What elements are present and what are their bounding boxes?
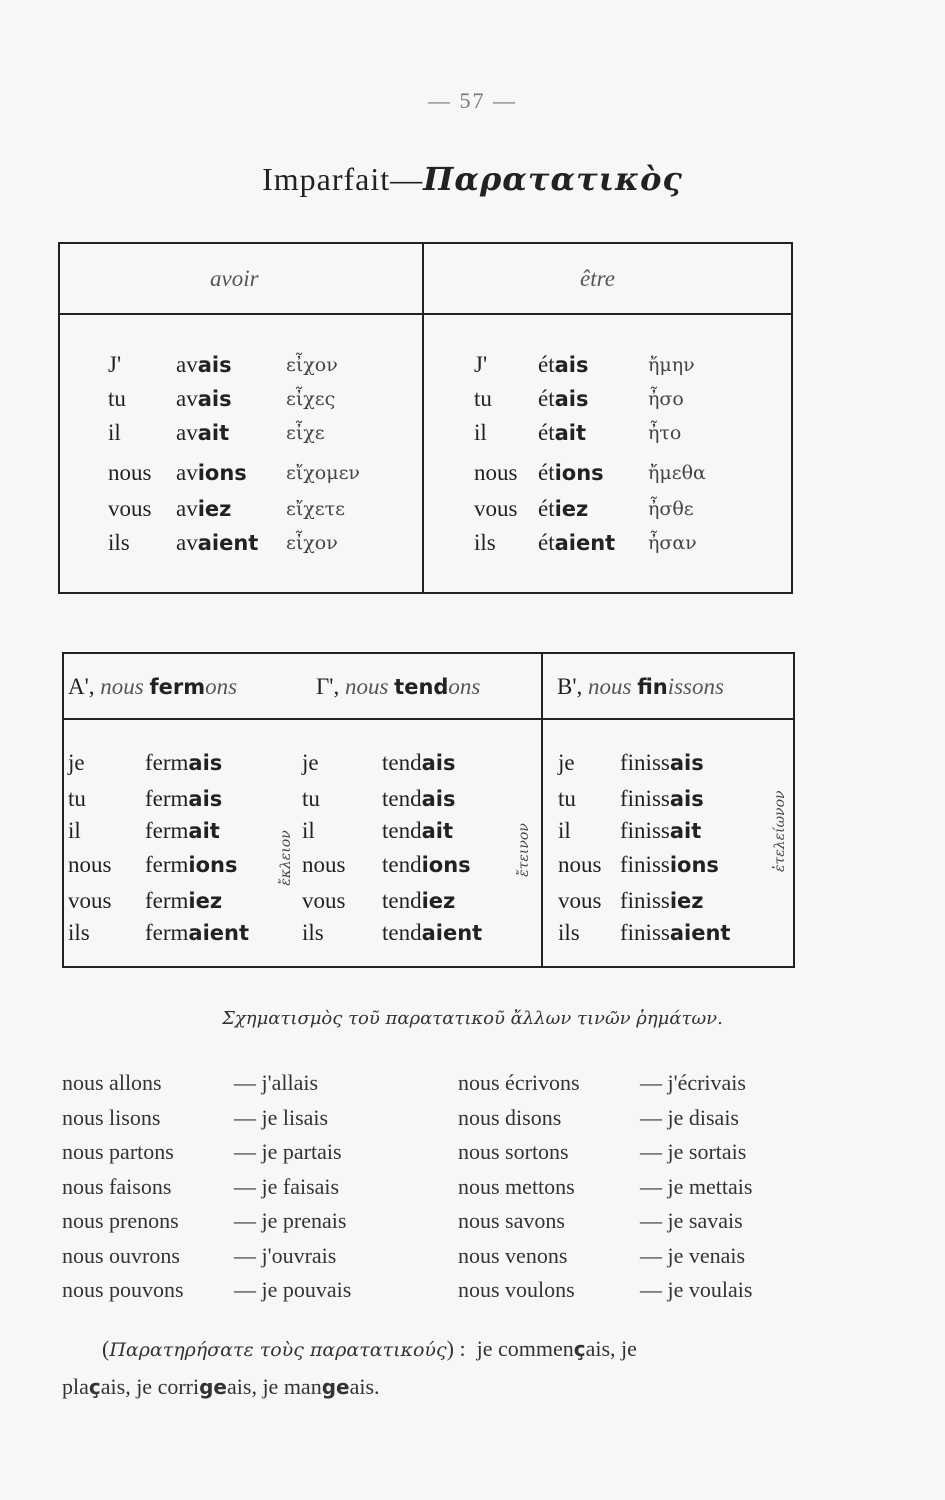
pronoun: je: [558, 750, 575, 775]
verb-form: [176, 460, 247, 486]
pronoun: tu: [68, 786, 86, 811]
greek-translation: εἶχον: [286, 532, 338, 554]
pair-imparfait-form: — je venais: [640, 1242, 746, 1268]
pair-nous-form: nous ouvrons: [62, 1242, 180, 1268]
verb-form: [382, 818, 453, 844]
note-line-2: plaçais, je corrigeais, je mangeais.: [62, 1374, 380, 1399]
verb-stem: av: [176, 496, 198, 521]
greek-translation: εἶχες: [286, 388, 336, 410]
verb-stem: ét: [538, 530, 555, 555]
pair-nous-form: nous savons: [458, 1208, 565, 1233]
verb-form: [176, 420, 229, 446]
verb-ending: aient: [197, 531, 259, 555]
verb-stem: ferm: [145, 920, 189, 945]
pronoun: vous: [108, 496, 152, 521]
side-label-ekleion: ἔκλειον: [278, 830, 294, 886]
pair-nous-form: nous sortons: [458, 1139, 569, 1164]
verb-ending: ions: [421, 853, 471, 877]
verb-ending: ions: [669, 853, 719, 877]
table1-header-rule: [58, 313, 793, 315]
pair-nous-form: nous allons: [62, 1070, 162, 1095]
verb-ending: ait: [197, 421, 230, 445]
verb-ending: ions: [197, 461, 247, 485]
verb-form: [145, 750, 222, 776]
verb-form: [620, 888, 704, 914]
pair-nous-form: nous venons: [458, 1242, 568, 1268]
verb-ending: aient: [188, 921, 250, 945]
pair-imparfait-form: — je savais: [640, 1208, 743, 1233]
side-label-eteleionon: ἐτελείωνον: [772, 790, 788, 872]
pair-imparfait-form: — je mettais: [640, 1173, 753, 1199]
page-number: — 57 —: [428, 88, 517, 113]
table1-divider: [422, 242, 424, 594]
pronoun: ils: [68, 920, 90, 945]
pronoun: vous: [302, 888, 346, 913]
title-greek: Παρατατικὸς: [423, 160, 683, 198]
header-finir: B', nous finissons: [557, 674, 724, 699]
verb-ending: iez: [554, 497, 589, 521]
verb-stem: tend: [382, 920, 422, 945]
verb-ending: ait: [554, 421, 587, 445]
greek-translation: ἦσθε: [648, 498, 694, 520]
verb-form: [176, 352, 232, 378]
verb-ending: iez: [188, 889, 223, 913]
pronoun: tu: [474, 386, 492, 411]
verb-ending: ait: [669, 819, 702, 843]
verb-form: [382, 750, 455, 776]
pair-imparfait-form: — je pouvais: [234, 1277, 352, 1302]
verb-stem: tend: [382, 786, 422, 811]
greek-translation: εἴχομεν: [286, 462, 360, 484]
verb-form: [620, 750, 704, 776]
verb-ending: ait: [188, 819, 220, 843]
pronoun: il: [108, 420, 121, 445]
verb-stem: finiss: [620, 818, 670, 843]
pronoun: ils: [108, 530, 130, 555]
pair-imparfait-form: — je voulais: [640, 1277, 753, 1302]
pair-nous-form: nous prenons: [62, 1208, 179, 1233]
pair-imparfait-form: — j'allais: [234, 1070, 319, 1095]
verb-ending: ais: [188, 751, 223, 775]
verb-stem: av: [176, 530, 198, 555]
verb-ending: ais: [197, 387, 232, 411]
verb-stem: av: [176, 460, 198, 485]
verb-form: [538, 352, 588, 378]
verb-form: [538, 530, 615, 556]
verb-stem: ferm: [145, 750, 189, 775]
pronoun: il: [302, 818, 315, 843]
pair-imparfait-form: — j'ouvrais: [234, 1242, 337, 1268]
pair-nous-form: nous partons: [62, 1139, 174, 1164]
verb-ending: ait: [421, 819, 454, 843]
pair-imparfait-form: — je disais: [640, 1104, 739, 1130]
verb-stem: av: [176, 420, 198, 445]
pronoun: vous: [474, 496, 518, 521]
verb-form: [538, 460, 604, 486]
verb-stem: ét: [538, 496, 555, 521]
pronoun: nous: [68, 852, 112, 877]
pronoun: tu: [558, 786, 576, 811]
header-etre: être: [580, 266, 615, 291]
pronoun: vous: [68, 888, 112, 913]
note-line-1: (Παρατηρήσατε τοὺς παρατατικούς) : je commençais, je: [102, 1336, 637, 1361]
verb-form: [145, 818, 220, 844]
verb-stem: tend: [382, 750, 422, 775]
verb-ending: ions: [188, 853, 238, 877]
header-avoir: avoir: [210, 266, 259, 291]
verb-form: [176, 386, 232, 412]
verb-ending: ais: [669, 751, 704, 775]
verb-ending: aient: [421, 921, 483, 945]
pronoun: il: [474, 420, 487, 445]
verb-ending: ais: [554, 353, 589, 377]
greek-translation: εἶχον: [286, 354, 338, 376]
verb-ending: ais: [421, 787, 456, 811]
greek-translation: ἦσο: [648, 388, 684, 410]
verb-ending: aient: [669, 921, 731, 945]
verb-stem: ét: [538, 420, 555, 445]
verb-form: [620, 852, 719, 878]
verb-ending: iez: [421, 889, 456, 913]
pair-imparfait-form: — je partais: [234, 1139, 342, 1164]
verb-form: [382, 888, 455, 914]
pronoun: nous: [558, 852, 602, 877]
verb-form: [382, 786, 455, 812]
verb-form: [176, 530, 258, 556]
verb-stem: av: [176, 352, 198, 377]
pair-nous-form: nous mettons: [458, 1173, 575, 1199]
verb-form: [176, 496, 231, 522]
pair-nous-form: nous lisons: [62, 1104, 161, 1130]
pronoun: tu: [108, 386, 126, 411]
header-fermer: A', nous fermons: [68, 674, 238, 699]
verb-stem: tend: [382, 888, 422, 913]
verb-ending: ais: [669, 787, 704, 811]
verb-stem: finiss: [620, 920, 670, 945]
pair-nous-form: nous disons: [458, 1104, 562, 1130]
side-label-eteinon: ἔτεινον: [516, 823, 532, 877]
verb-stem: tend: [382, 818, 422, 843]
verb-ending: ais: [554, 387, 589, 411]
verb-stem: finiss: [620, 852, 670, 877]
verb-stem: ferm: [145, 852, 189, 877]
pair-imparfait-form: — je prenais: [234, 1208, 347, 1233]
verb-ending: ais: [188, 787, 223, 811]
verb-ending: iez: [197, 497, 232, 521]
pronoun: je: [302, 750, 319, 775]
verb-form: [620, 786, 704, 812]
table2-divider: [541, 652, 543, 968]
verb-form: [620, 818, 701, 844]
verb-form: [145, 786, 222, 812]
verb-stem: tend: [382, 852, 422, 877]
verb-stem: ét: [538, 352, 555, 377]
pair-imparfait-form: — je sortais: [640, 1139, 747, 1164]
pair-nous-form: nous voulons: [458, 1277, 575, 1302]
caption: Σχηματισμὸς τοῦ παρατατικοῦ ἄλλων τινῶν ῥημάτων.: [222, 1008, 723, 1029]
verb-form: [382, 920, 482, 946]
pronoun: ils: [302, 920, 324, 945]
verb-stem: finiss: [620, 786, 670, 811]
verb-form: [145, 852, 238, 878]
verb-form: [538, 386, 588, 412]
verb-ending: aient: [554, 531, 616, 555]
greek-translation: ἤμεθα: [648, 462, 706, 484]
pair-nous-form: nous pouvons: [62, 1277, 184, 1302]
verb-stem: ferm: [145, 818, 189, 843]
verb-stem: ferm: [145, 786, 189, 811]
verb-stem: finiss: [620, 750, 670, 775]
verb-stem: finiss: [620, 888, 670, 913]
verb-form: [145, 888, 222, 914]
pair-imparfait-form: — je faisais: [234, 1173, 340, 1199]
verb-form: [538, 420, 586, 446]
verb-form: [538, 496, 588, 522]
pronoun: J': [474, 352, 488, 377]
title-french: Imparfait—: [262, 161, 424, 197]
greek-translation: εἶχε: [286, 422, 325, 444]
pronoun: il: [68, 818, 81, 843]
greek-translation: ἤμην: [648, 354, 695, 376]
verb-ending: ais: [197, 353, 232, 377]
greek-translation: ἦτο: [648, 422, 682, 444]
verb-form: [620, 920, 730, 946]
pronoun: il: [558, 818, 571, 843]
pronoun: nous: [474, 460, 518, 485]
verb-ending: ions: [554, 461, 604, 485]
pronoun: J': [108, 352, 122, 377]
verb-ending: iez: [669, 889, 704, 913]
verb-form: [382, 852, 471, 878]
verb-stem: ét: [538, 386, 555, 411]
pair-imparfait-form: — j'écrivais: [640, 1070, 746, 1095]
pronoun: nous: [302, 852, 346, 877]
pronoun: ils: [558, 920, 580, 945]
greek-translation: ἦσαν: [648, 532, 697, 554]
verb-form: [145, 920, 249, 946]
verb-stem: ét: [538, 460, 555, 485]
greek-translation: εἴχετε: [286, 498, 346, 520]
pronoun: je: [68, 750, 85, 775]
verb-stem: av: [176, 386, 198, 411]
pronoun: nous: [108, 460, 152, 485]
table2-header-rule: [62, 718, 795, 720]
header-tendre: Γ', nous tendons: [316, 674, 481, 699]
pronoun: vous: [558, 888, 602, 913]
pair-nous-form: nous faisons: [62, 1173, 172, 1199]
pronoun: tu: [302, 786, 320, 811]
verb-stem: ferm: [145, 888, 189, 913]
pair-nous-form: nous écrivons: [458, 1070, 580, 1095]
page-title: [0, 160, 945, 198]
pronoun: ils: [474, 530, 496, 555]
verb-ending: ais: [421, 751, 456, 775]
pair-imparfait-form: — je lisais: [234, 1104, 329, 1130]
